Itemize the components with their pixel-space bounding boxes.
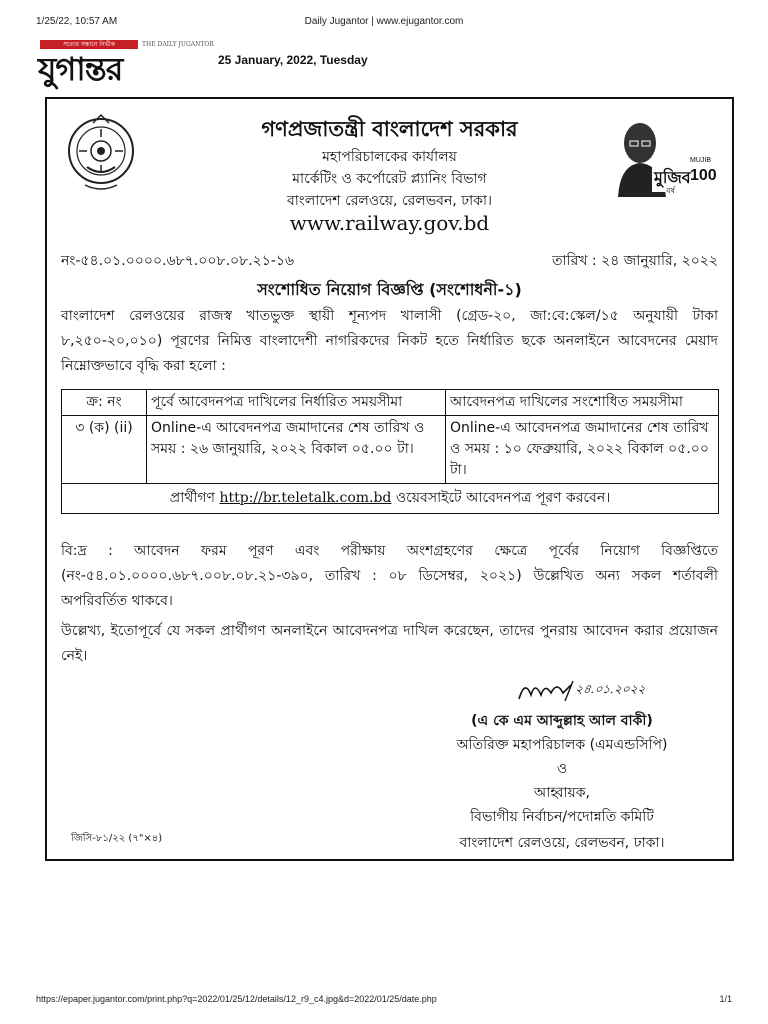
notice-box — [45, 97, 734, 861]
signatory-role: আহ্বায়ক, — [534, 785, 590, 801]
header-previous-deadline: পূর্বে আবেদনপত্র দাখিলের নির্ধারিত সময়সীমা — [147, 390, 446, 416]
signatory-and: ও — [556, 761, 568, 777]
edition-date: 25 January, 2022, Tuesday — [218, 53, 368, 67]
notice-title: সংশোধিত নিয়োগ বিজ্ঞপ্তি (সংশোধনী-১) — [257, 280, 522, 299]
signatory-office: বাংলাদেশ রেলওয়ে, রেলভবন, ঢাকা। — [459, 835, 665, 851]
mujib-label: মুজিব — [652, 165, 693, 192]
notice-date: তারিখ : ২৪ জানুয়ারি, ২০২২ — [552, 253, 718, 269]
row-previous-deadline: Online-এ আবেদনপত্র জমাদানের শেষ তারিখ ও সময় : ২৬ জানুয়ারি, ২০২২ বিকাল ০৫.০০ টা। — [147, 416, 446, 484]
signatory-committee: বিভাগীয় নির্বাচন/পদোন্নতি কমিটি — [470, 809, 654, 825]
signature-date: ২৪.০১.২০২২ — [574, 682, 647, 696]
row-serial: ৩ (ক) (ii) — [62, 416, 147, 484]
table-row — [62, 416, 719, 484]
masthead-tagline-bn: সত্যের সন্ধানে নির্ভীক — [40, 40, 138, 49]
reference-line — [61, 249, 718, 269]
row-revised-deadline: Online-এ আবেদনপত্র জমাদানের শেষ তারিখ ও সময় : ১০ ফেব্রুয়ারি, ২০২২ বিকাল ০৫.০০ টা। — [446, 416, 719, 484]
table-footer-row — [62, 484, 719, 514]
print-page-title: Daily Jugantor | www.ejugantor.com — [304, 16, 464, 27]
newspaper-logo: যুগান্তর — [38, 50, 123, 88]
signatory-name: (এ কে এম আব্দুল্লাহ আল বাকী) — [471, 713, 653, 729]
print-footer — [0, 994, 768, 1010]
reference-number: নং-৫৪.০১.০০০০.৬৮৭.০০৮.০৮.২১-১৬ — [61, 253, 295, 269]
signatory-designation: অতিরিক্ত মহাপরিচালক (এমএন্ডসিপি) — [456, 737, 668, 753]
apply-prefix: প্রার্থীগণ — [169, 490, 216, 506]
table-header-row — [62, 390, 719, 416]
mujib-subtitle: বর্ষ — [666, 186, 675, 195]
department-name: মার্কেটিং ও কর্পোরেট প্ল্যানিং বিভাগ — [292, 171, 487, 187]
header-revised-deadline: আবেদনপত্র দাখিলের সংশোধিত সময়সীমা — [446, 390, 719, 416]
office-name: মহাপরিচালকের কার্যালয় — [322, 149, 457, 165]
website-url: www.railway.gov.bd — [289, 211, 490, 235]
note2-paragraph: উল্লেখ্য, ইতোপূর্বে যে সকল প্রার্থীগণ অনলাইনে আবেদনপত্র দাখিল করেছেন, তাদের পুনরায় আবেদন করার প্রয়োজন নেই। — [61, 623, 718, 664]
ad-code: জিসি-৮১/২২ (৭"×৪) — [71, 833, 163, 844]
print-header — [0, 16, 768, 32]
print-page-number: 1/1 — [719, 994, 732, 1004]
masthead-tagline-en: THE DAILY JUGANTOR — [142, 41, 214, 48]
apply-instruction — [62, 484, 719, 514]
print-datetime: 1/25/22, 10:57 AM — [36, 16, 118, 27]
newspaper-masthead — [38, 40, 216, 90]
intro-paragraph: বাংলাদেশ রেলওয়ের রাজস্ব খাতভুক্ত স্থায়ী শূন্যপদ খালাসী (গ্রেড-২০, জা:বে:স্কেল/১৫ অনুযায়ী টাকা ৮,২৫০-২০,০১০) পূরণের নিমিত্ত বাংলাদেশী নাগরিকদের নিকট হতে নির্ধারিত ছকে অনলাইনে আবেদনের মেয়াদ নিম্নোক্তভাবে বৃদ্ধি করা হলো : — [61, 308, 718, 374]
schedule-table — [61, 389, 719, 514]
govt-title: গণপ্রজাতন্ত্রী বাংলাদেশ সরকার — [261, 117, 518, 141]
print-url: https://epaper.jugantor.com/print.php?q=2022/01/25/12/details/12_r9_c4.jpg&d=2022/01/25/date.php — [36, 994, 437, 1004]
header-serial: ক্র: নং — [62, 390, 147, 416]
mujib-caption: MUJIB — [690, 157, 711, 164]
office-address: বাংলাদেশ রেলওয়ে, রেলভবন, ঢাকা। — [286, 193, 493, 209]
note-paragraph: বি:দ্র : আবেদন ফরম পূরণ এবং পরীক্ষায় অংশগ্রহণের ক্ষেত্রে পূর্বের নিয়োগ বিজ্ঞপ্তিতে (নং-৫৪.০১.০০০০.৬৮৭.০০৮.০৮.২১-৩৯০, তারিখ : ০৮ ডিসেম্বর, ২০২১) উল্লেখিত অন্য সকল শর্তাবলী অপরিবর্তিত থাকবে। — [61, 543, 718, 609]
teletalk-link[interactable]: http://br.teletalk.com.bd — [219, 490, 392, 506]
apply-suffix: ওয়েবসাইটে আবেদনপত্র পূরণ করবেন। — [395, 490, 611, 506]
mujib-number: 100 — [690, 167, 717, 184]
